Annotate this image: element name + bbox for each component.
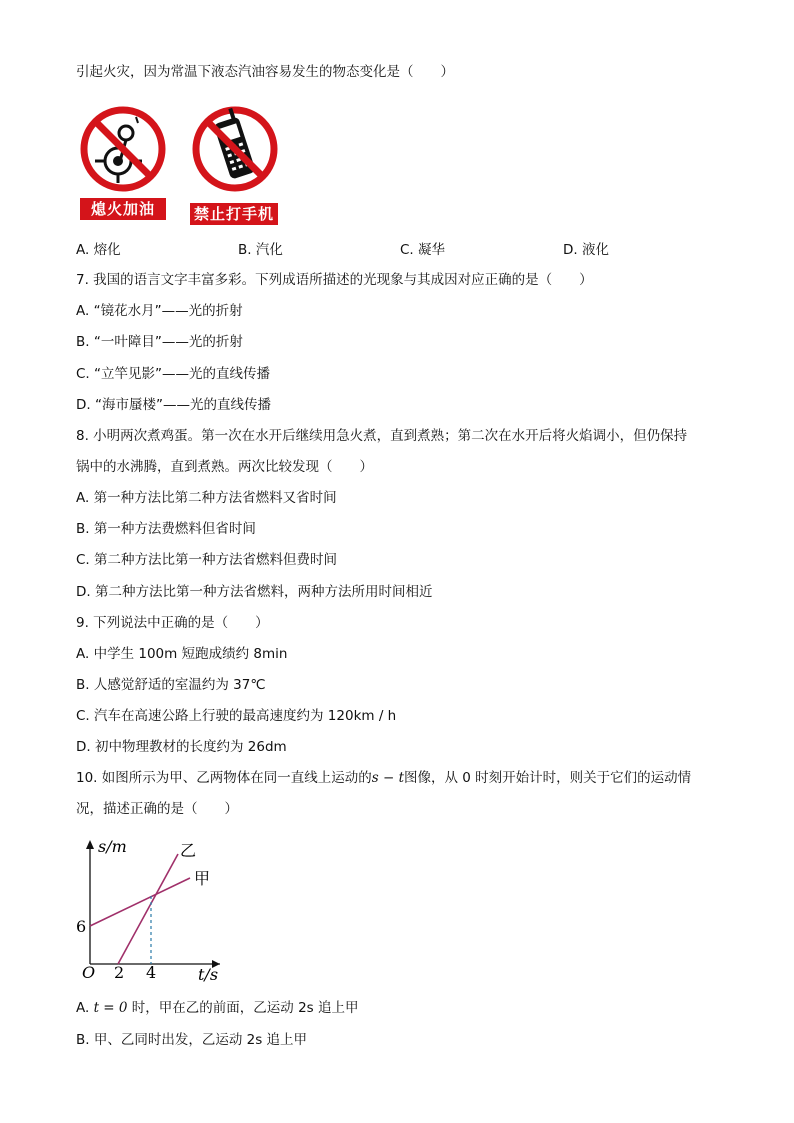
q9-option-c: C. 汽车在高速公路上行驶的最高速度约为 120km / h (76, 708, 397, 724)
q6-options (76, 240, 736, 260)
q7-option-c: C. “立竿见影”——光的直线传播 (76, 366, 270, 382)
q9-option-b: B. 人感觉舒适的室温约为 37℃ (76, 677, 266, 693)
q6-option-d: D. 液化 (563, 242, 609, 258)
q10-option-b: B. 甲、乙同时出发，乙运动 2s 追上甲 (76, 1032, 308, 1048)
q10-stem-math: s − t (371, 770, 405, 786)
q8-option-c: C. 第二种方法比第一种方法省燃料但费时间 (76, 552, 338, 568)
q8-stem-line2: 锅中的水沸腾，直到煮熟。两次比较发现（ ） (76, 459, 373, 475)
q7-option-d: D. “海市蜃楼”——光的直线传播 (76, 397, 271, 413)
q10-stem-text-b: 图像，从 0 时刻开始计时，则关于它们的运动情 (404, 770, 692, 786)
st-graph (74, 832, 234, 982)
q6-option-c: C. 凝华 (400, 242, 446, 258)
no-refuel-engine-on-icon (80, 103, 166, 195)
q7-option-a: A. “镜花水月”——光的折射 (76, 303, 243, 319)
y-axis-arrow (86, 840, 94, 849)
no-mobile-phone-icon (192, 103, 278, 195)
y-tick-6: 6 (76, 917, 87, 936)
q8-stem-line1: 8. 小明两次煮鸡蛋。第一次在水开后继续用急火煮，直到煮熟；第二次在水开后将火焰调小，但仍保持 (76, 428, 688, 444)
y-axis-label: s/m (98, 837, 127, 856)
series-jia-line (90, 878, 190, 926)
q8-option-d: D. 第二种方法比第一种方法省燃料，两种方法所用时间相近 (76, 584, 433, 600)
q6-option-a: A. 熔化 (76, 242, 121, 258)
x-axis-label: t/s (198, 965, 219, 982)
q6-stem: 引起火灾，因为常温下液态汽油容易发生的物态变化是（ ） (76, 64, 454, 80)
q9-stem: 9. 下列说法中正确的是（ ） (76, 615, 269, 631)
x-tick-2: 2 (114, 963, 125, 982)
q10-stem-text-a: 10. 如图所示为甲、乙两物体在同一直线上运动的 (76, 770, 372, 786)
sign-refuel (80, 103, 166, 221)
q8-option-a: A. 第一种方法比第二种方法省燃料又省时间 (76, 490, 337, 506)
q10-stem-line2: 况，描述正确的是（ ） (76, 801, 238, 817)
q7-option-b: B. “一叶障目”——光的折射 (76, 334, 243, 350)
q10-option-a (76, 998, 359, 1018)
sign-phone (192, 103, 278, 223)
q7-stem: 7. 我国的语言文字丰富多彩。下列成语所描述的光现象与其成因对应正确的是（ ） (76, 272, 593, 288)
origin-label: O (82, 963, 96, 982)
q9-option-a: A. 中学生 100m 短跑成绩约 8min (76, 646, 288, 662)
series-jia-label: 甲 (194, 869, 211, 888)
q9-option-d: D. 初中物理教材的长度约为 26dm (76, 739, 287, 755)
sign-label-refuel: 熄火加油 (80, 198, 166, 220)
q10-option-a-text-b: 时，甲在乙的前面，乙运动 2s 追上甲 (127, 1000, 359, 1016)
q10-option-a-math: t = 0 (93, 1000, 128, 1016)
series-yi-label: 乙 (180, 841, 197, 860)
q8-option-b: B. 第一种方法费燃料但省时间 (76, 521, 256, 537)
sign-label-phone: 禁止打手机 (190, 203, 278, 225)
x-tick-4: 4 (146, 963, 157, 982)
q10-stem-line1 (76, 768, 691, 788)
q6-option-b: B. 汽化 (238, 242, 283, 258)
q10-option-a-text-a: A. (76, 1000, 94, 1016)
